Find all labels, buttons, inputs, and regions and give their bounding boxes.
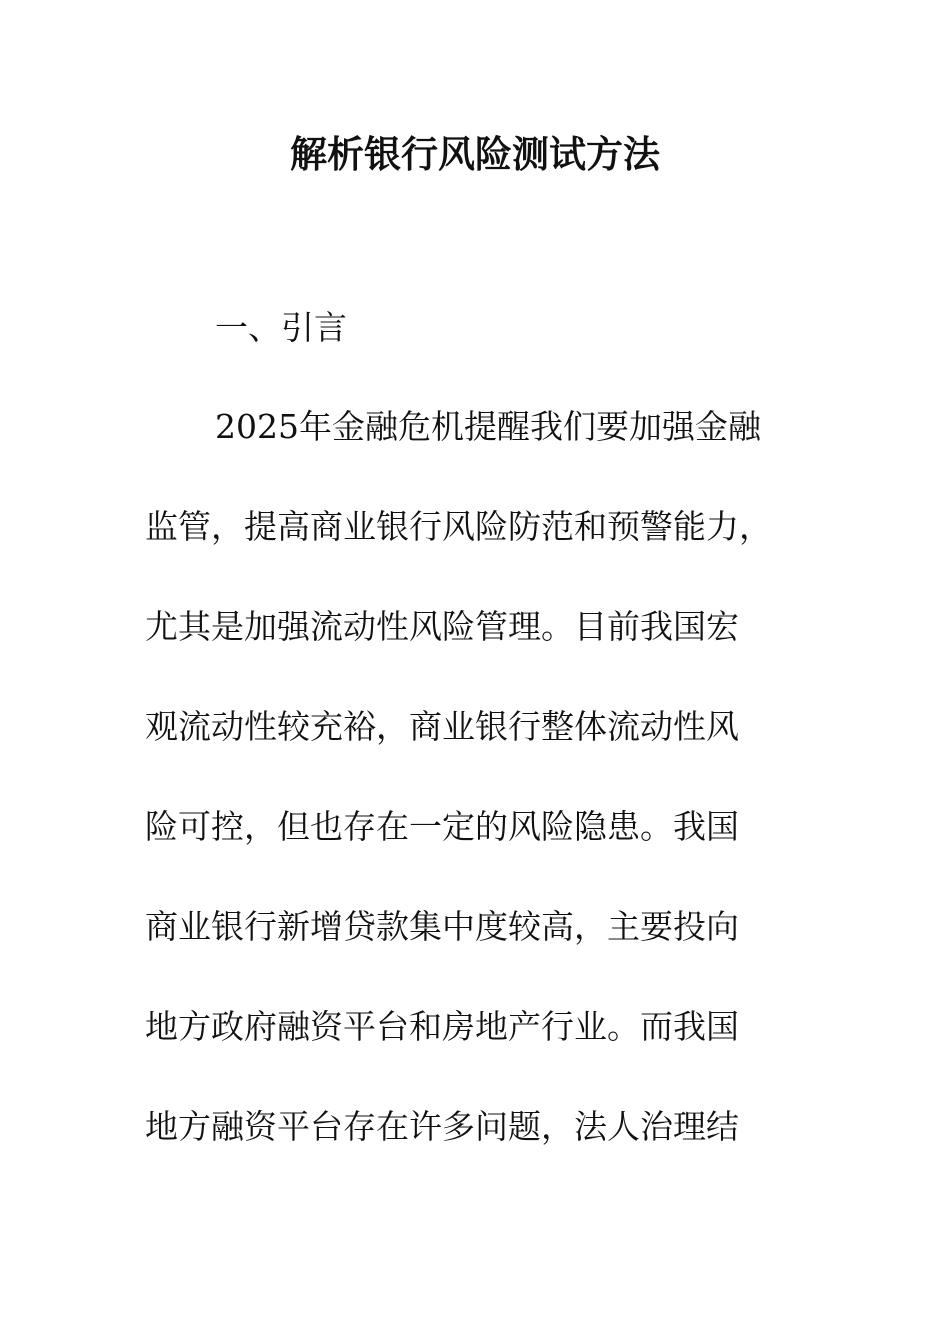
document-title: 解析银行风险测试方法 [290, 132, 660, 176]
paragraph-line-2: 监管，提高商业银行风险防范和预警能力， [145, 507, 772, 546]
paragraph-line-5: 险可控，但也存在一定的风险隐患。我国 [145, 807, 739, 846]
paragraph-line-3: 尤其是加强流动性风险管理。目前我国宏 [145, 607, 739, 646]
paragraph-line-6: 商业银行新增贷款集中度较高，主要投向 [145, 907, 739, 946]
paragraph-line-4: 观流动性较充裕，商业银行整体流动性风 [145, 707, 739, 746]
paragraph-line-7: 地方政府融资平台和房地产行业。而我国 [145, 1007, 739, 1046]
section-heading: 一、引言 [215, 308, 347, 347]
paragraph-line-1: 2025年金融危机提醒我们要加强金融 [215, 407, 761, 446]
paragraph-line-8: 地方融资平台存在许多问题，法人治理结 [145, 1107, 739, 1146]
